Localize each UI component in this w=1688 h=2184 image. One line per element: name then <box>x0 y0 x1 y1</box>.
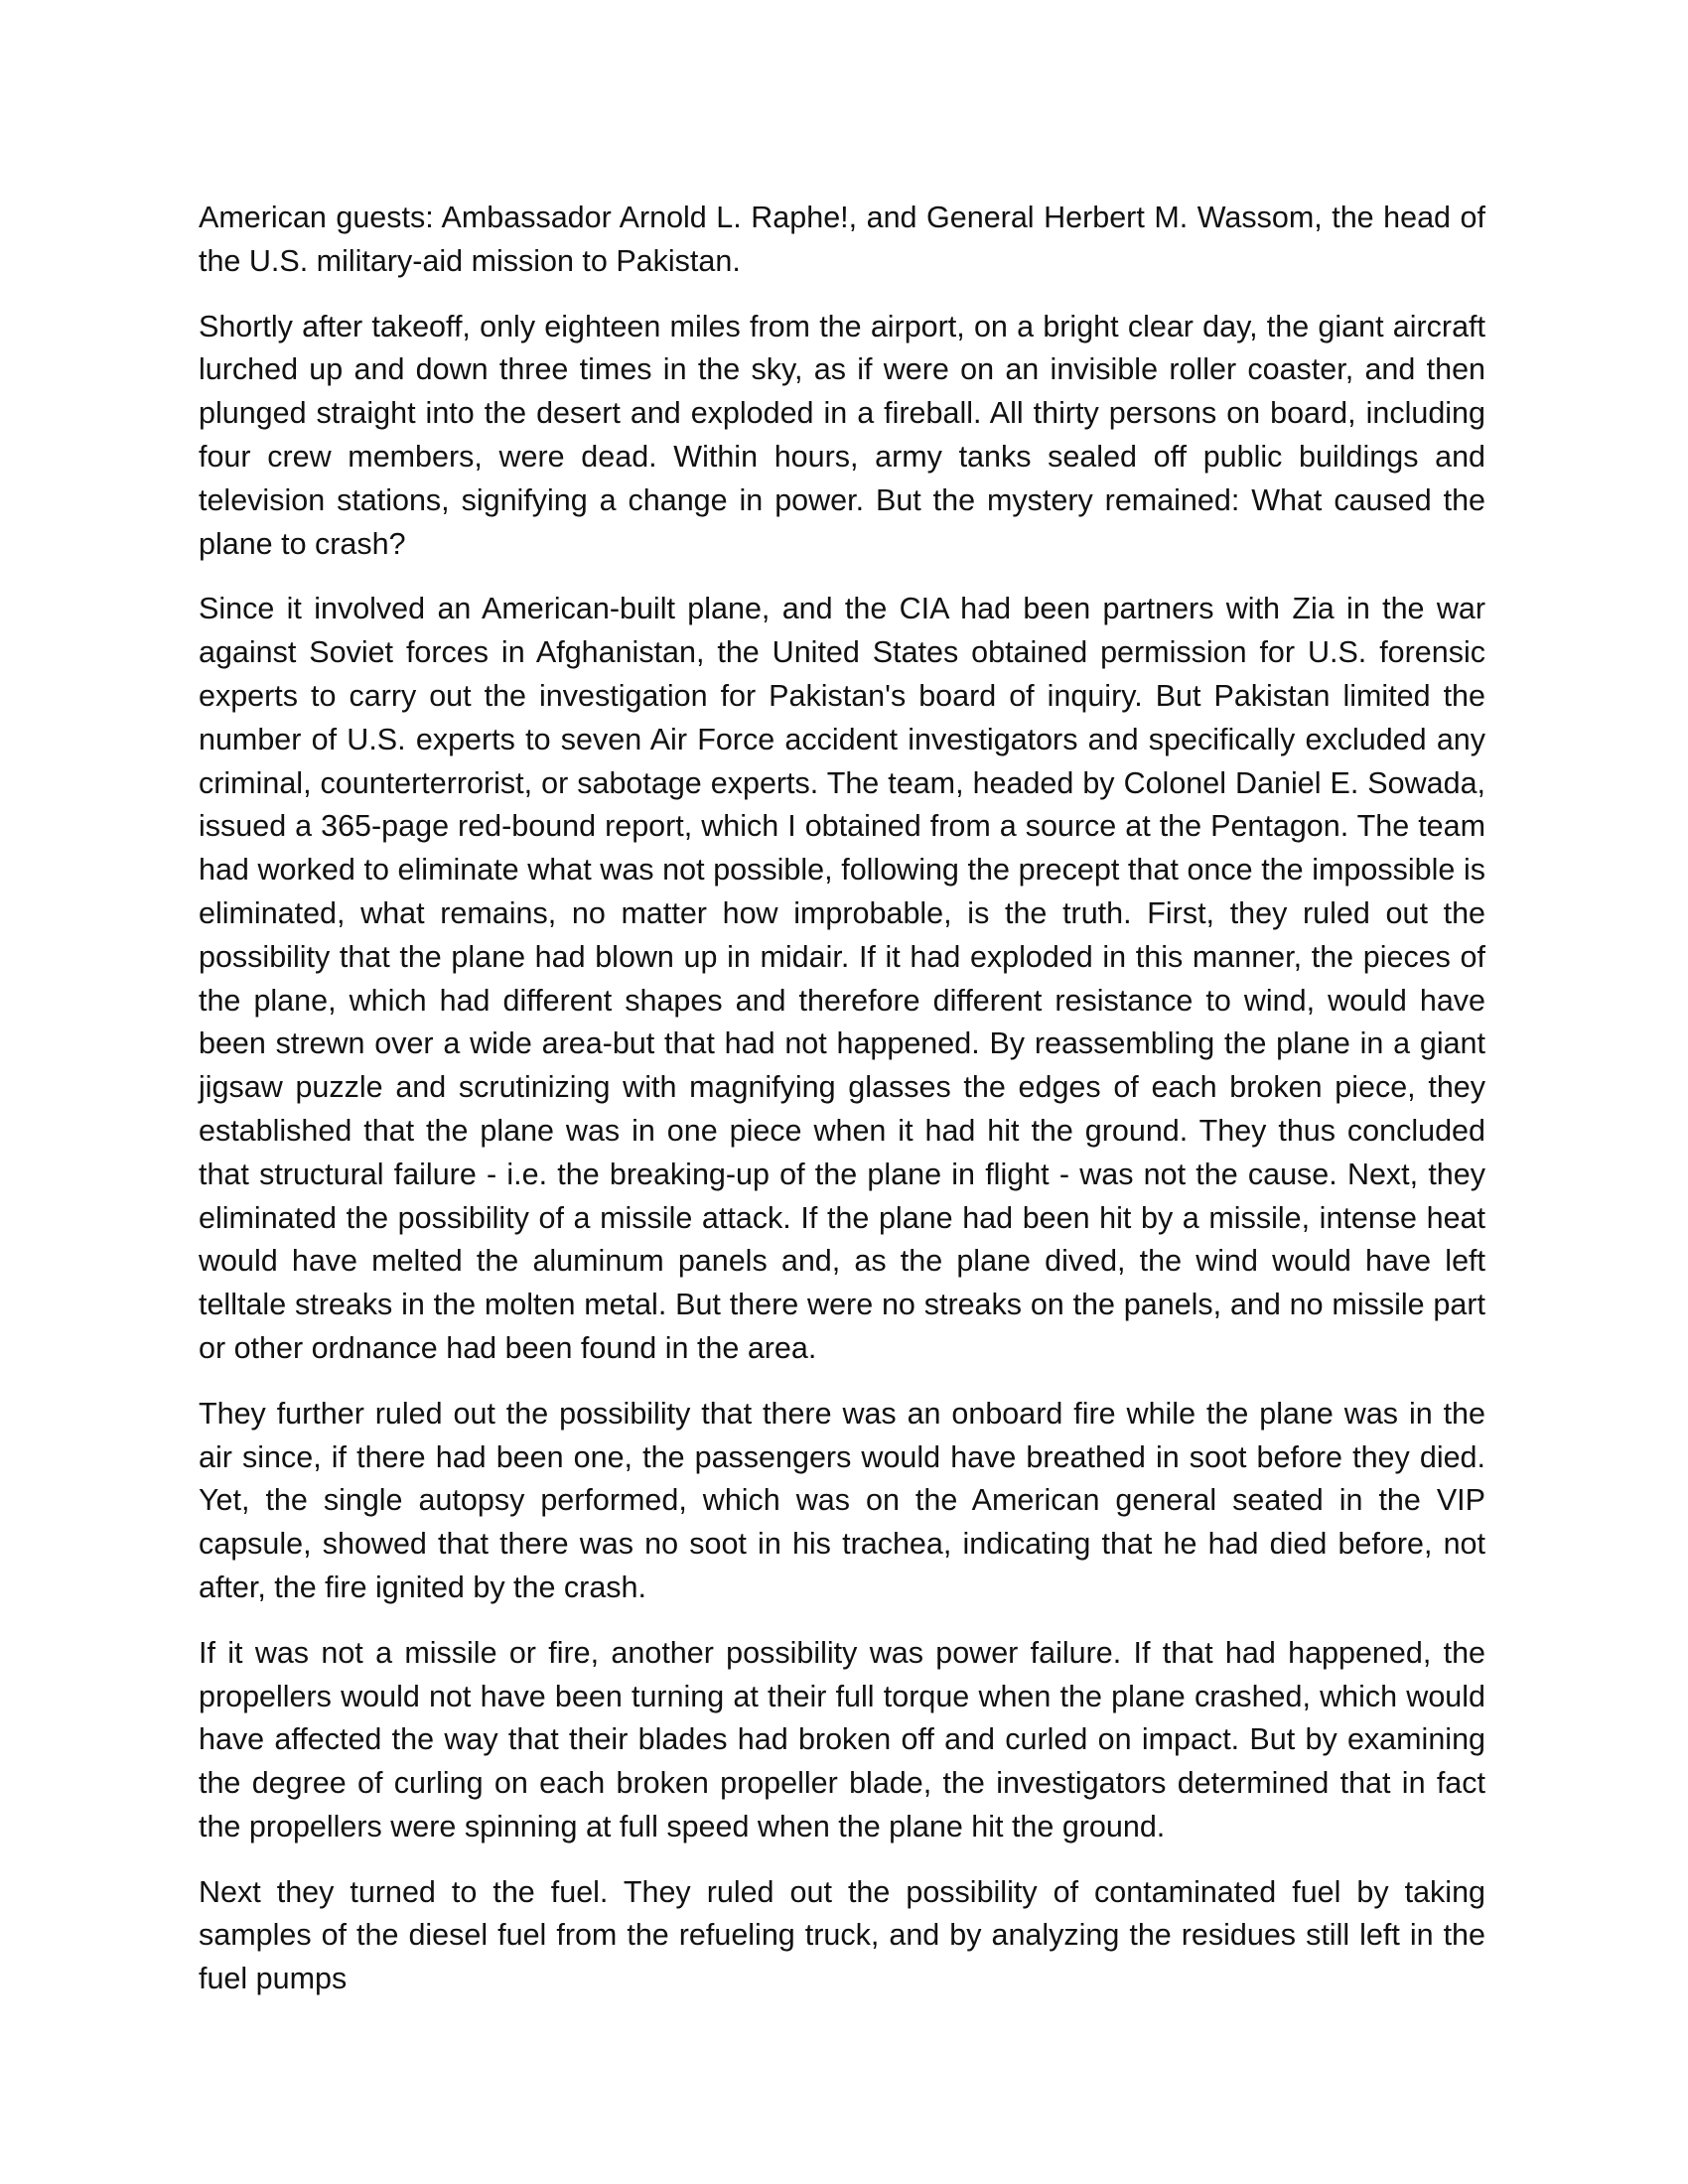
paragraph-6: Next they turned to the fuel. They ruled out the possibility of contaminated fuel by taking samples of the diesel fuel from the refueling truck, and by analyzing the residues still left in the fuel pumps <box>199 1874 1485 1996</box>
paragraph-2: Shortly after takeoff, only eighteen miles from the airport, on a bright clear day, the giant aircraft lurched up and down three times in the sky, as if were on an invisible roller coaster, and then plunged straight into the desert and exploded in a fireball. All thirty persons on board, including four crew members, were dead. Within hours, army tanks sealed off public buildings and television stations, signifying a change in power. But the mystery remained: What caused the plane to crash? <box>199 309 1485 561</box>
paragraph-4: They further ruled out the possibility that there was an onboard fire while the plane was in the air since, if there had been one, the passengers would have breathed in soot before they died. Yet, the single autopsy performed, which was on the American general seated in the VIP capsule, showed that there was no soot in his trachea, indicating that he had died before, not after, the fire ignited by the crash. <box>199 1396 1485 1604</box>
document-page <box>199 197 1485 2023</box>
paragraph-3: Since it involved an American-built plane, and the CIA had been partners with Zia in the war against Soviet forces in Afghanistan, the United States obtained permission for U.S. forensic experts to carry out the investigation for Pakistan's board of inquiry. But Pakistan limited the number of U.S. experts to seven Air Force accident investigators and specifically excluded any criminal, counterterrorist, or sabotage experts. The team, headed by Colonel Daniel E. Sowada, issued a 365-page red-bound report, which I obtained from a source at the Pentagon. The team had worked to eliminate what was not possible, following the precept that once the impossible is eliminated, what remains, no matter how improbable, is the truth. First, they ruled out the possibility that the plane had blown up in midair. If it had exploded in this manner, the pieces of the plane, which had different shapes and therefore different resistance to wind, would have been strewn over a wide area-but that had not happened. By reassembling the plane in a giant jigsaw puzzle and scrutinizing with magnifying glasses the edges of each broken piece, they established that the plane was in one piece when it had hit the ground. They thus concluded that structural failure - i.e. the breaking-up of the plane in flight - was not the cause. Next, they eliminated the possibility of a missile attack. If the plane had been hit by a missile, intense heat would have melted the aluminum panels and, as the plane dived, the wind would have left telltale streaks in the molten metal. But there were no streaks on the panels, and no missile part or other ordnance had been found in the area. <box>199 592 1485 1365</box>
paragraph-5: If it was not a missile or fire, another possibility was power failure. If that had happened, the propellers would not have been turning at their full torque when the plane crashed, which would have affected the way that their blades had broken off and curled on impact. But by examining the degree of curling on each broken propeller blade, the investigators determined that in fact the propellers were spinning at full speed when the plane hit the ground. <box>199 1635 1485 1843</box>
paragraph-1: American guests: Ambassador Arnold L. Raphe!, and General Herbert M. Wassom, the head of the U.S. military-aid mission to Pakistan. <box>199 201 1485 278</box>
